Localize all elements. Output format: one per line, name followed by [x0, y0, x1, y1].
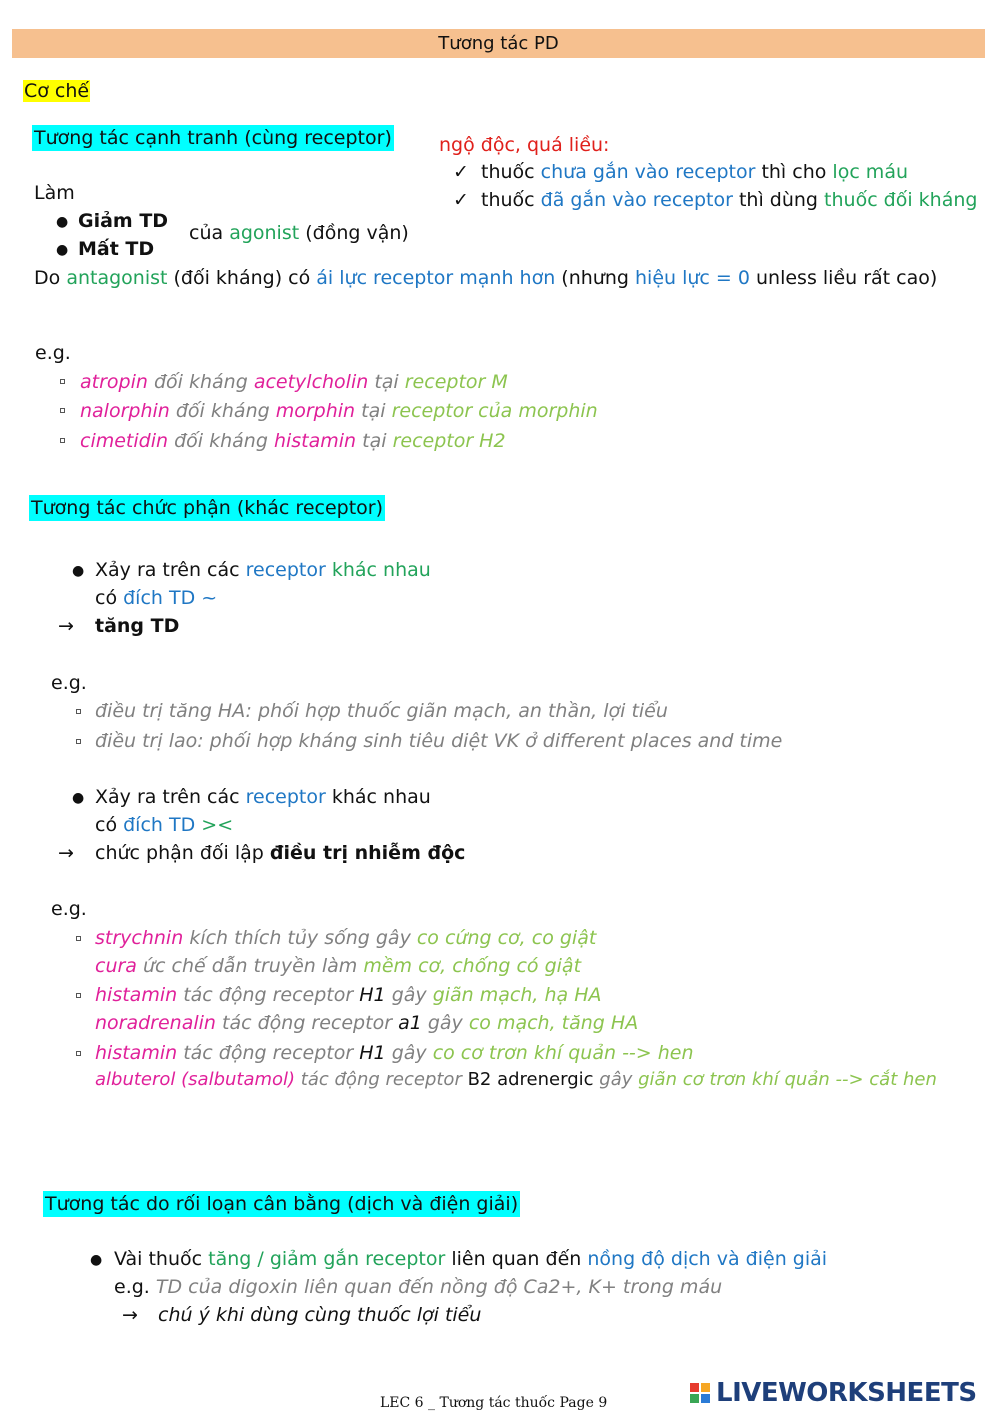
- example-nalorphin: nalorphin đối kháng morphin tại receptor của morphin: [80, 400, 598, 422]
- logo-grid-icon: [690, 1383, 712, 1405]
- arrow-right-icon: →: [58, 615, 74, 637]
- lam-text: Làm: [34, 182, 75, 204]
- imbalance-line-3: chú ý khi dùng cùng thuốc lợi tiểu: [158, 1304, 482, 1326]
- imbalance-line-1: Vài thuốc tăng / giảm gắn receptor liên quan đến nồng độ dịch và điện giải: [114, 1248, 828, 1270]
- functional-block2-result: chức phận đối lập điều trị nhiễm độc: [95, 842, 466, 864]
- effect-lose: Mất TD: [78, 238, 155, 260]
- square-bullet-icon: [60, 408, 65, 413]
- example-histamin-asthma: histamin tác động receptor H1 gây co cơ trơn khí quản --> hen: [95, 1042, 694, 1064]
- arrow-right-icon: →: [122, 1304, 138, 1326]
- imbalance-line-2: e.g. TD của digoxin liên quan đến nồng độ Ca2+, K+ trong máu: [114, 1276, 723, 1298]
- page-header-banner: [12, 29, 985, 58]
- square-bullet-icon: [76, 709, 81, 714]
- example-albuterol: albuterol (salbutamol) tác động receptor B2 adrenergic gây giãn cơ trơn khí quản --> cắt hen: [95, 1069, 937, 1090]
- example-atropin: atropin đối kháng acetylcholin tại receptor M: [80, 371, 508, 393]
- of-agonist-text: của agonist (đồng vận): [189, 222, 409, 244]
- bullet-icon: ●: [56, 242, 69, 258]
- functional-heading: Tương tác chức phận (khác receptor): [31, 497, 384, 519]
- bullet-icon: ●: [72, 563, 85, 579]
- bullet-icon: ●: [56, 214, 69, 230]
- page-footer: LEC 6 _ Tương tác thuốc Page 9: [380, 1395, 608, 1411]
- overdose-title: ngộ độc, quá liều:: [439, 134, 610, 156]
- functional-block1-line2: có đích TD ~: [95, 587, 218, 609]
- overdose-line-1: ✓ thuốc chưa gắn vào receptor thì cho lọc máu: [453, 161, 909, 183]
- example-cura: cura ức chế dẫn truyền làm mềm cơ, chống có giật: [95, 955, 582, 977]
- example-hypertension: điều trị tăng HA: phối hợp thuốc giãn mạch, an thần, lợi tiểu: [95, 700, 668, 722]
- square-bullet-icon: [76, 739, 81, 744]
- effect-reduce: Giảm TD: [78, 210, 169, 232]
- example-noradrenalin: noradrenalin tác động receptor a1 gây co mạch, tăng HA: [95, 1012, 639, 1034]
- arrow-right-icon: →: [58, 842, 74, 864]
- functional-block2-line2: có đích TD ><: [95, 814, 234, 836]
- check-icon: ✓: [453, 161, 469, 183]
- functional-block1-result: tăng TD: [95, 615, 180, 637]
- square-bullet-icon: [76, 936, 81, 941]
- square-bullet-icon: [76, 993, 81, 998]
- overdose-line-2: ✓ thuốc đã gắn vào receptor thì dùng thuốc đối kháng: [453, 189, 978, 211]
- antagonist-reason: Do antagonist (đối kháng) có ái lực receptor mạnh hơn (nhưng hiệu lực = 0 unless liều rất cao): [34, 267, 938, 289]
- page-header-title: Tương tác PD: [438, 33, 559, 54]
- imbalance-heading: Tương tác do rối loạn cân bằng (dịch và điện giải): [45, 1193, 519, 1215]
- eg-label: e.g.: [35, 342, 71, 364]
- square-bullet-icon: [60, 379, 65, 384]
- bullet-icon: ●: [72, 790, 85, 806]
- functional-block1-line1: Xảy ra trên các receptor khác nhau: [95, 559, 431, 581]
- logo-text: LIVEWORKSHEETS: [716, 1378, 977, 1408]
- eg-label: e.g.: [51, 672, 87, 694]
- check-icon: ✓: [453, 189, 469, 211]
- example-histamin-h1: histamin tác động receptor H1 gây giãn mạch, hạ HA: [95, 984, 602, 1006]
- competitive-heading: Tương tác cạnh tranh (cùng receptor): [34, 127, 392, 149]
- square-bullet-icon: [76, 1051, 81, 1056]
- example-cimetidin: cimetidin đối kháng histamin tại receptor H2: [80, 430, 506, 452]
- bullet-icon: ●: [90, 1252, 103, 1268]
- square-bullet-icon: [60, 438, 65, 443]
- example-strychnin: strychnin kích thích tủy sống gây co cứng cơ, co giật: [95, 927, 597, 949]
- functional-block2-line1: Xảy ra trên các receptor khác nhau: [95, 786, 431, 808]
- eg-label: e.g.: [51, 898, 87, 920]
- mechanism-label: Cơ chế: [24, 80, 90, 102]
- example-tuberculosis: điều trị lao: phối hợp kháng sinh tiêu diệt VK ở different places and time: [95, 730, 783, 752]
